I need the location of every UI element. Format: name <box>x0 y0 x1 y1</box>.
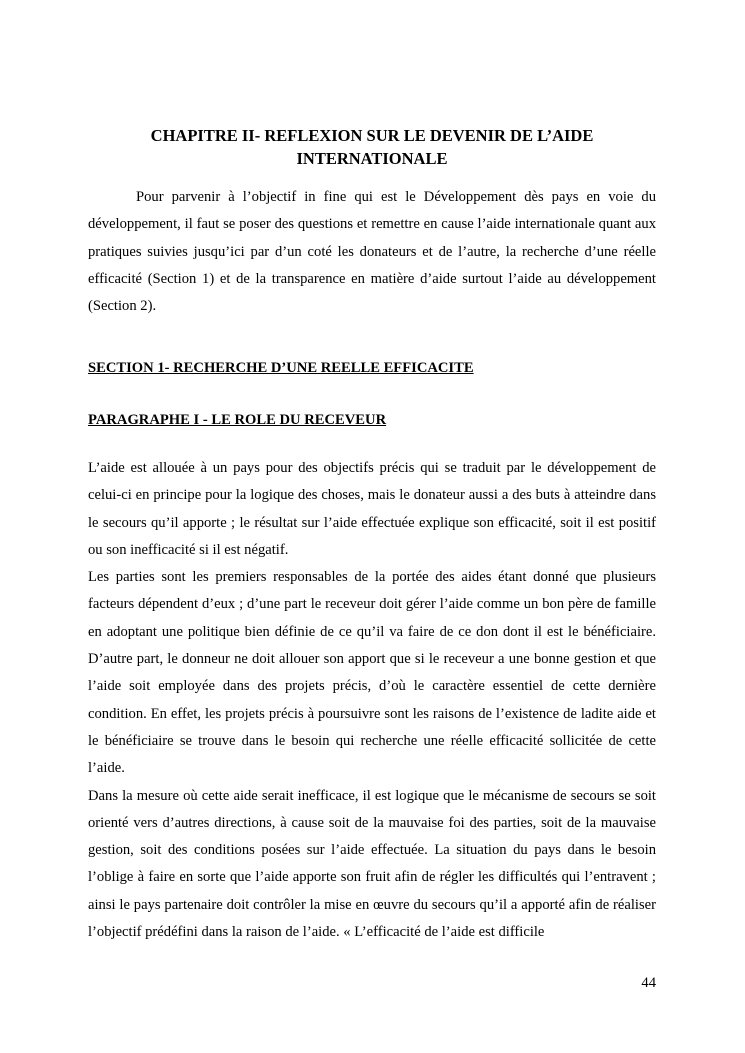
paragraph-1-heading: PARAGRAPHE I - LE ROLE DU RECEVEUR <box>88 412 387 428</box>
section-1-heading: SECTION 1- RECHERCHE D’UNE REELLE EFFICACITE <box>88 360 474 376</box>
body-paragraph-1: L’aide est allouée à un pays pour des objectifs précis qui se traduit par le développement de celui-ci en principe pour la logique des choses, mais le donateur aussi a des buts à atteindre dans le secours qu’il apporte ; le résultat sur l’aide effectuée explique son efficacité, soit il est positif ou son inefficacité si il est négatif. <box>88 460 656 558</box>
page-number: 44 <box>641 975 656 991</box>
chapter-title-line-2: INTERNATIONALE <box>296 149 448 168</box>
body-paragraph-2: Les parties sont les premiers responsables de la portée des aides étant donné que plusieurs facteurs dépendent d’eux ; d’une part le receveur doit gérer l’aide comme un bon père de famille en adoptant une politique bien définie de ce qu’il va faire de ce don dont il est le bénéficiaire. D’autre part, le donneur ne doit allouer son apport que si le receveur a une bonne gestion et que l’aide soit employée dans des projets précis, d’où le caractère essentiel de cette dernière condition. En effet, les projets précis à poursuivre sont les raisons de l’existence de ladite aide et le bénéficiaire se trouve dans le besoin qui recherche une réelle efficacité sollicitée de cette l’aide. <box>88 569 656 777</box>
intro-paragraph: Pour parvenir à l’objectif in fine qui est le Développement dès pays en voie du développement, il faut se poser des questions et remettre en cause l’aide internationale quant aux pratiques suivies jusqu’ici par d’un coté les donateurs et de l’autre, la recherche d’une réelle efficacité (Section 1) et de la transparence en matière d’aide surtout l’aide au développement (Section 2). <box>88 189 656 315</box>
chapter-title-line-1: CHAPITRE II- REFLEXION SUR LE DEVENIR DE L’AIDE <box>150 126 594 145</box>
chapter-title <box>88 124 656 170</box>
body-paragraph-3: Dans la mesure où cette aide serait inefficace, il est logique que le mécanisme de secours se soit orienté vers d’autres directions, à cause soit de la mauvaise foi des parties, soit de la mauvaise gestion, soit des conditions posées sur l’aide effectuée. La situation du pays dans le besoin l’oblige à faire en sorte que l’aide apporte son fruit afin de régler les difficultés qui l’entravent ; ainsi le pays partenaire doit contrôler la mise en œuvre du secours qu’il a apporté afin de réaliser l’objectif prédéfini dans la raison de l’aide. « L’efficacité de l’aide est difficile <box>88 787 656 941</box>
paragraph-1-body <box>88 455 656 946</box>
